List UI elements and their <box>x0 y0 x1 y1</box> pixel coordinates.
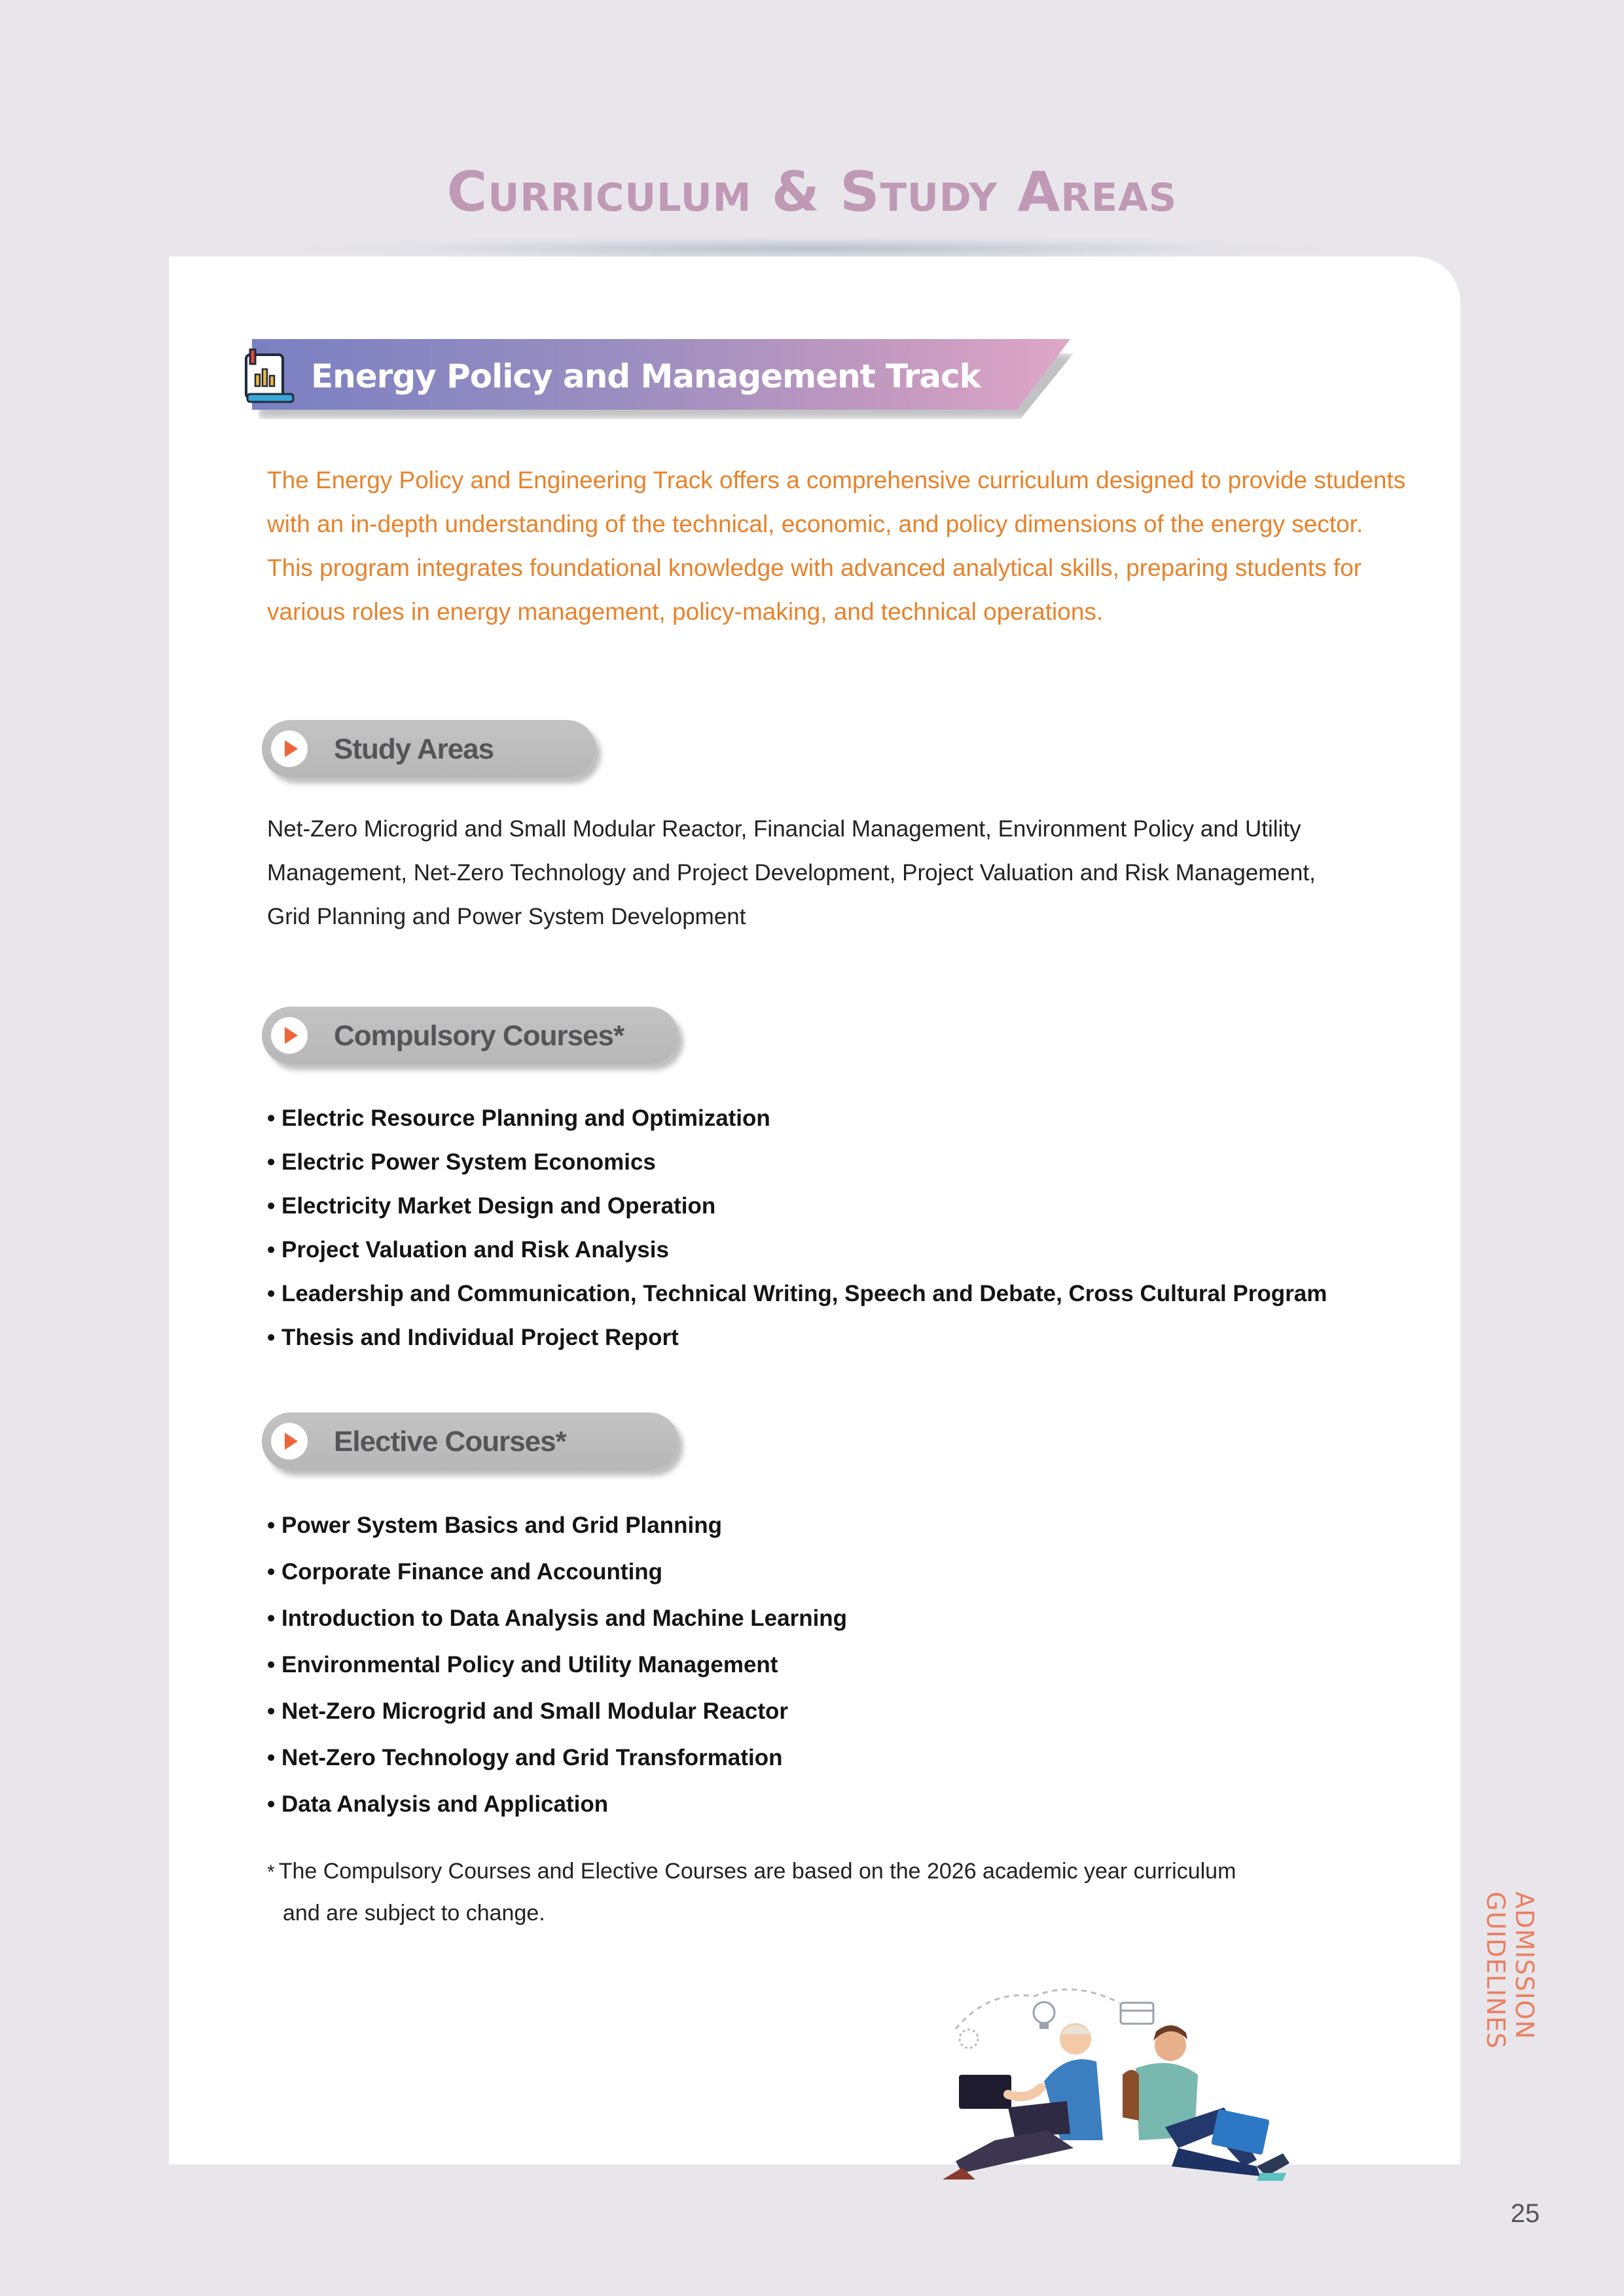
study-areas-pill <box>262 720 596 778</box>
side-label: ADMISSION GUIDELINES <box>1481 1892 1539 2049</box>
list-item: • Power System Basics and Grid Planning <box>267 1502 847 1549</box>
study-areas-line: Management, Net-Zero Technology and Project Development, Project Valuation and Risk Management, <box>267 860 1316 886</box>
compulsory-courses-pill <box>262 1007 678 1064</box>
page-title: Curriculum & Study Areas <box>446 160 1178 224</box>
footnote-star: * <box>267 1861 275 1883</box>
elective-courses-heading: Elective Courses* <box>334 1426 566 1458</box>
footnote <box>267 1851 1380 1933</box>
list-item: • Electric Power System Economics <box>267 1140 1327 1184</box>
list-item: • Corporate Finance and Accounting <box>267 1549 847 1595</box>
play-icon <box>271 1423 308 1460</box>
list-item: • Thesis and Individual Project Report <box>267 1316 1327 1359</box>
page-number: 25 <box>1510 2199 1540 2228</box>
study-areas-text <box>267 807 1347 939</box>
track-description: The Energy Policy and Engineering Track offers a comprehensive curriculum designed to provide students with an in-depth understanding of the technical, economic, and policy dimensions of the energy sector. This program integrates foundational knowledge with advanced analytical skills, preparing students for various roles in energy management, policy-making, and technical operations. <box>267 467 1406 625</box>
footnote-line: and are subject to change. <box>283 1901 545 1926</box>
list-item: • Introduction to Data Analysis and Machine Learning <box>267 1595 847 1641</box>
compulsory-courses-list <box>267 1096 1327 1359</box>
chart-document-icon <box>244 347 296 406</box>
footnote-line: The Compulsory Courses and Elective Courses are based on the 2026 academic year curriculum <box>278 1859 1236 1884</box>
list-item: • Leadership and Communication, Technical Writing, Speech and Debate, Cross Cultural Program <box>267 1272 1327 1316</box>
elective-courses-list <box>267 1502 847 1827</box>
study-areas-line: Grid Planning and Power System Development <box>267 904 746 929</box>
track-title: Energy Policy and Management Track <box>311 357 981 395</box>
list-item: • Data Analysis and Application <box>267 1781 847 1827</box>
list-item: • Electricity Market Design and Operation <box>267 1184 1327 1228</box>
play-icon <box>271 730 308 767</box>
list-item: • Net-Zero Technology and Grid Transformation <box>267 1734 847 1781</box>
students-illustration <box>916 1977 1342 2193</box>
list-item: • Electric Resource Planning and Optimization <box>267 1096 1327 1140</box>
play-icon <box>271 1017 308 1054</box>
compulsory-courses-heading: Compulsory Courses* <box>334 1020 624 1052</box>
study-areas-line: Net-Zero Microgrid and Small Modular Reactor, Financial Management, Environment Policy and Utility <box>267 816 1301 842</box>
list-item: • Project Valuation and Risk Analysis <box>267 1228 1327 1272</box>
study-areas-heading: Study Areas <box>334 733 494 765</box>
list-item: • Environmental Policy and Utility Management <box>267 1641 847 1688</box>
elective-courses-pill <box>262 1412 678 1470</box>
list-item: • Net-Zero Microgrid and Small Modular Reactor <box>267 1688 847 1734</box>
